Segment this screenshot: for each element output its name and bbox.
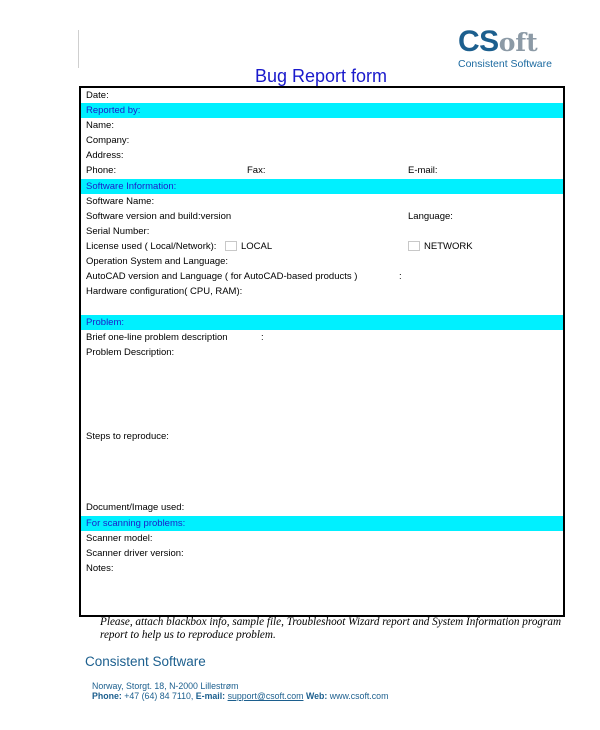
scanner-driver-row — [81, 546, 563, 561]
company-label: Company: — [86, 135, 130, 146]
local-checkbox[interactable] — [225, 241, 237, 251]
autocad-colon: : — [399, 271, 402, 282]
csoft-logo — [458, 26, 562, 70]
section-header-reported-by: Reported by: — [81, 103, 563, 118]
address-row — [81, 148, 563, 163]
web-link[interactable]: www.csoft.com — [329, 691, 389, 701]
local-label: LOCAL — [241, 241, 273, 252]
phone-value: +47 (64) 84 7110, — [124, 691, 194, 701]
steps-label: Steps to reproduce: — [86, 431, 169, 442]
software-name-row — [81, 194, 563, 209]
software-version-label: Software version and build:version — [86, 211, 232, 222]
document-row — [81, 500, 563, 515]
steps-row — [81, 429, 563, 444]
notes-label: Notes: — [86, 563, 114, 574]
autocad-row — [81, 269, 563, 284]
local-option[interactable] — [225, 239, 272, 254]
footer-address: Norway, Storgt. 18, N-2000 Lillestrøm — [92, 681, 239, 691]
license-row — [81, 239, 563, 254]
os-label: Operation System and Language: — [86, 256, 229, 267]
footer-contacts — [92, 691, 388, 701]
web-label: Web: — [305, 691, 328, 701]
brief-row — [81, 330, 563, 345]
attachment-note: Please, attach blackbox info, sample file, Troubleshoot Wizard report and System Information program report to help us to reproduce problem. — [100, 616, 562, 641]
brief-label: Brief one-line problem description — [86, 332, 228, 343]
network-option[interactable] — [408, 239, 473, 254]
bug-report-form — [79, 86, 565, 617]
logo-wordmark: CSoft — [458, 25, 538, 58]
notes-row — [81, 561, 563, 576]
scanner-model-label: Scanner model: — [86, 533, 153, 544]
autocad-label: AutoCAD version and Language ( for AutoCAD-based products ) — [86, 271, 358, 282]
scanner-driver-label: Scanner driver version: — [86, 548, 184, 559]
name-label: Name: — [86, 120, 114, 131]
page-title: Bug Report form — [254, 66, 388, 86]
date-row — [81, 88, 563, 103]
section-header-problem: Problem: — [81, 315, 563, 330]
section-header-scanning: For scanning problems: — [81, 516, 563, 531]
email-link[interactable]: support@csoft.com — [227, 691, 304, 701]
software-version-row — [81, 209, 563, 224]
os-row — [81, 254, 563, 269]
software-name-label: Software Name: — [86, 196, 155, 207]
vertical-divider — [78, 30, 79, 68]
logo-tagline: Consistent Software — [458, 58, 552, 70]
address-label: Address: — [86, 150, 124, 161]
document-label: Document/Image used: — [86, 502, 185, 513]
serial-number-label: Serial Number: — [86, 226, 150, 237]
fax-label: Fax: — [247, 165, 266, 176]
brief-colon: : — [261, 332, 264, 343]
phone-label: Phone: — [86, 165, 117, 176]
section-header-software: Software Information: — [81, 179, 563, 194]
email-label: E-mail: — [408, 165, 438, 176]
network-label: NETWORK — [424, 241, 473, 252]
license-label: License used ( Local/Network): — [86, 241, 217, 252]
company-row — [81, 133, 563, 148]
email-label: E-mail: — [195, 691, 226, 701]
phone-row — [81, 163, 563, 178]
scanner-model-row — [81, 531, 563, 546]
serial-number-row — [81, 224, 563, 239]
phone-label: Phone: — [92, 691, 122, 701]
problem-description-row — [81, 345, 563, 360]
hardware-label: Hardware configuration( CPU, RAM): — [86, 286, 243, 297]
network-checkbox[interactable] — [408, 241, 420, 251]
date-label: Date: — [86, 90, 109, 101]
language-label: Language: — [408, 211, 453, 222]
hardware-row — [81, 284, 563, 299]
name-row — [81, 118, 563, 133]
footer-company: Consistent Software — [85, 654, 206, 669]
problem-description-label: Problem Description: — [86, 347, 175, 358]
